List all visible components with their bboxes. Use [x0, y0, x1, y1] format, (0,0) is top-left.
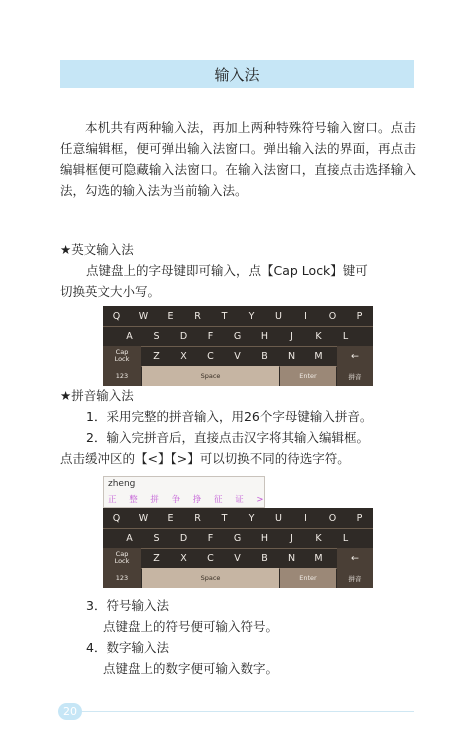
key-d[interactable]: D — [179, 330, 188, 342]
english-line-1: 点键盘上的字母键即可输入，点【Cap Lock】键可 — [86, 263, 368, 278]
key2-f[interactable]: F — [207, 532, 214, 544]
number-heading: 4．数字输入法 — [86, 640, 169, 655]
key-m[interactable]: M — [314, 350, 323, 362]
key2-u[interactable]: U — [275, 512, 282, 524]
keyboard-english — [103, 306, 373, 386]
key-w[interactable]: W — [138, 310, 149, 322]
key-c[interactable]: C — [207, 350, 214, 362]
backspace-key[interactable]: ← — [337, 346, 373, 366]
pinyin-item-2b: 点击缓冲区的【<】【>】可以切换不同的待选字符。 — [60, 451, 350, 466]
cap-lock-label-2: Lock — [114, 355, 130, 363]
key-n[interactable]: N — [287, 350, 296, 362]
number-key-2[interactable]: 123 — [103, 568, 141, 588]
key-b[interactable]: B — [261, 350, 268, 362]
pinyin-item-2a: 2．输入完拼音后，直接点击汉字将其输入编辑框。 — [86, 430, 369, 445]
key2-c[interactable]: C — [207, 552, 214, 564]
section-title: 输入法 — [214, 65, 260, 84]
key2-w[interactable]: W — [138, 512, 149, 524]
english-line-2: 切换英文大小写。 — [60, 284, 161, 299]
key2-k[interactable]: K — [315, 532, 322, 544]
pinyin-switch-key[interactable]: 拼音 — [337, 366, 373, 386]
key2-n[interactable]: N — [287, 552, 296, 564]
key2-e[interactable]: E — [167, 512, 174, 524]
key2-o[interactable]: O — [328, 512, 337, 524]
key-g[interactable]: G — [233, 330, 242, 342]
section-title-bar — [60, 60, 414, 88]
key-v[interactable]: V — [234, 350, 241, 362]
key2-b[interactable]: B — [261, 552, 268, 564]
key-s[interactable]: S — [153, 330, 160, 342]
pinyin-item-1: 1．采用完整的拼音输入，用26个字母键输入拼音。 — [86, 409, 373, 424]
cap-lock2-label-1: Cap — [115, 550, 129, 558]
cap-lock-label-1: Cap — [115, 348, 129, 356]
key-k[interactable]: K — [315, 330, 322, 342]
keyboard2-row-2 — [103, 528, 373, 548]
key2-y[interactable]: Y — [248, 512, 255, 524]
key-i[interactable]: I — [304, 310, 307, 322]
page-number: 20 — [58, 703, 82, 720]
intro-paragraph: 本机共有两种输入法，再加上两种特殊符号输入窗口。点击任意编辑框，便可弹出输入法窗口。弹出输入法的界面，再点击编辑框便可隐藏输入法窗口。在输入法窗口，直接点击选择输入法，勾选的输入法为当前输入法。 — [60, 120, 416, 198]
key2-z[interactable]: Z — [153, 552, 160, 564]
candidate-buffer[interactable] — [103, 476, 269, 508]
cap-lock-key[interactable] — [103, 346, 141, 366]
symbol-text: 点键盘上的符号便可输入符号。 — [103, 619, 279, 634]
key-o[interactable]: O — [328, 310, 337, 322]
key2-x[interactable]: X — [180, 552, 187, 564]
key2-m[interactable]: M — [314, 552, 323, 564]
enter-key-2[interactable]: Enter — [280, 568, 336, 588]
space-key[interactable]: Space — [142, 366, 279, 386]
enter-key[interactable]: Enter — [280, 366, 336, 386]
keyboard-row-2 — [103, 326, 373, 346]
key2-v[interactable]: V — [234, 552, 241, 564]
pinyin-switch-key-2[interactable]: 拼音 — [337, 568, 373, 588]
number-text: 点键盘上的数字便可输入数字。 — [103, 661, 279, 676]
keyboard-row-1 — [103, 306, 373, 326]
key-r[interactable]: R — [194, 310, 201, 322]
key-u[interactable]: U — [275, 310, 282, 322]
keyboard2-row-3 — [103, 548, 373, 568]
key2-r[interactable]: R — [194, 512, 201, 524]
space-key-2[interactable]: Space — [142, 568, 279, 588]
key-z[interactable]: Z — [153, 350, 160, 362]
key2-i[interactable]: I — [304, 512, 307, 524]
key-h[interactable]: H — [260, 330, 269, 342]
key2-a[interactable]: A — [126, 532, 133, 544]
key2-d[interactable]: D — [179, 532, 188, 544]
key2-h[interactable]: H — [260, 532, 269, 544]
key-f[interactable]: F — [207, 330, 214, 342]
keyboard2-row-4 — [103, 568, 373, 588]
key2-p[interactable]: P — [356, 512, 363, 524]
cap-lock2-label-2: Lock — [114, 557, 130, 565]
key-y[interactable]: Y — [248, 310, 255, 322]
english-heading: ★英文输入法 — [60, 242, 134, 257]
key-x[interactable]: X — [180, 350, 187, 362]
keyboard-pinyin — [103, 508, 373, 588]
key-p[interactable]: P — [356, 310, 363, 322]
cap-lock-key-2[interactable] — [103, 548, 141, 568]
key2-j[interactable]: J — [290, 532, 293, 544]
key-e[interactable]: E — [167, 310, 174, 322]
number-key[interactable]: 123 — [103, 366, 141, 386]
typed-pinyin: zheng — [108, 479, 136, 489]
key-a[interactable]: A — [126, 330, 133, 342]
symbol-heading: 3．符号输入法 — [86, 598, 169, 613]
footer-divider — [58, 711, 414, 712]
key2-l[interactable]: L — [342, 532, 349, 544]
key2-t[interactable]: T — [221, 512, 228, 524]
keyboard-row-3 — [103, 346, 373, 366]
key-q[interactable]: Q — [112, 310, 121, 322]
key-j[interactable]: J — [290, 330, 293, 342]
key2-g[interactable]: G — [233, 532, 242, 544]
key2-s[interactable]: S — [153, 532, 160, 544]
backspace-key-2[interactable]: ← — [337, 548, 373, 568]
key2-q[interactable]: Q — [112, 512, 121, 524]
keyboard2-row-1 — [103, 508, 373, 528]
key-l[interactable]: L — [342, 330, 349, 342]
key-t[interactable]: T — [221, 310, 228, 322]
keyboard-row-4 — [103, 366, 373, 386]
pinyin-heading: ★拼音输入法 — [60, 388, 134, 403]
candidate-list[interactable]: 正 整 拼 争 挣 征 证 > — [108, 495, 269, 505]
